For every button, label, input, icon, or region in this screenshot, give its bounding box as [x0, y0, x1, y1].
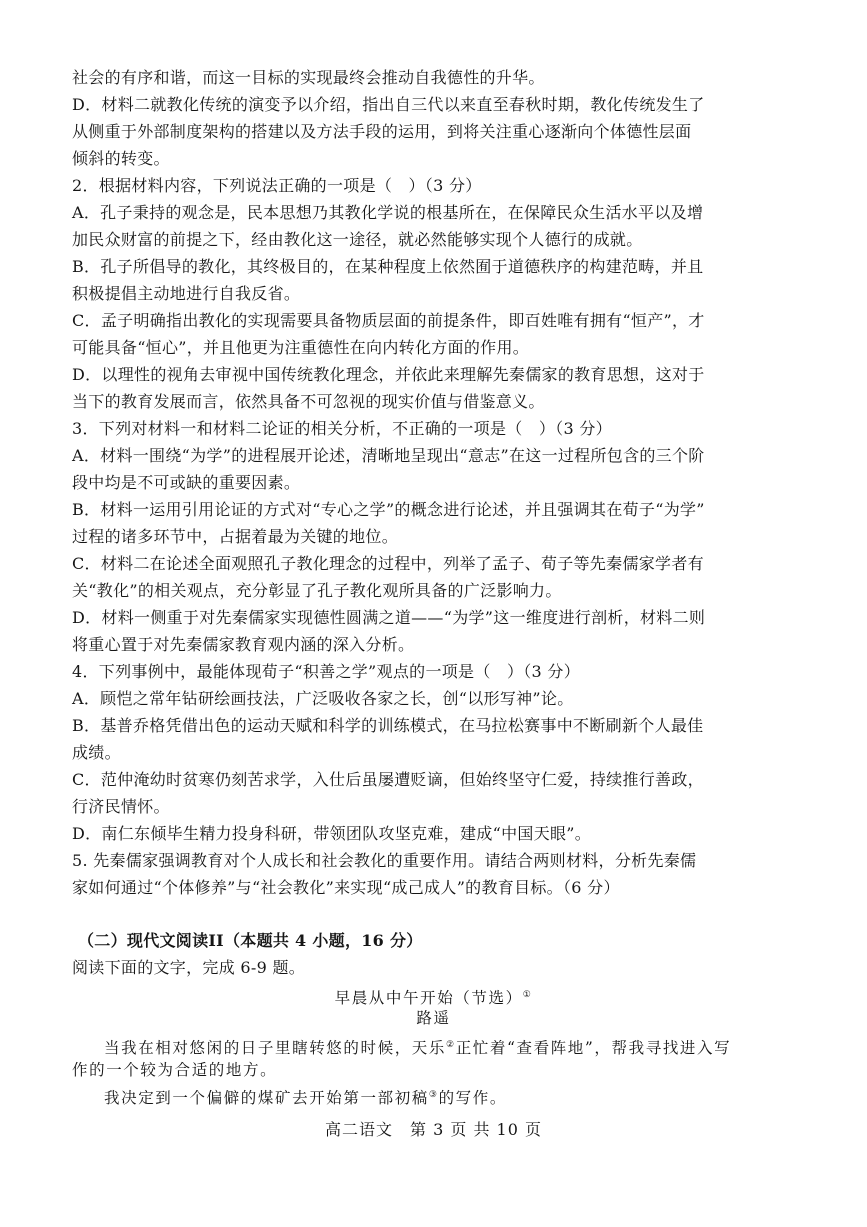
text-line-2: D．材料二就教化传统的演变予以介绍，指出自三代以来直至春秋时期，教化传统发生了	[72, 95, 705, 114]
text-line-17: B．材料一运用引用论证的方式对“专心之学”的概念进行论述，并且强调其在荀子“为学”	[72, 500, 705, 519]
footnote-marker-3: ③	[428, 1090, 439, 1100]
article-title-text: 早晨从中午开始（节选）	[334, 989, 523, 1008]
text-line-4: 倾斜的转变。	[72, 149, 170, 168]
text-line-6: A．孔子秉持的观念是，民本思想乃其教化学说的根基所在，在保障民众生活水平以及增	[72, 203, 704, 222]
text-line-27: C．范仲淹幼时贫寒仍刻苦求学，入仕后虽屡遭贬谪，但始终坚守仁爱，持续推行善政，	[72, 770, 704, 789]
paragraph-1-text-a: 当我在相对悠闲的日子里瞎转悠的时候，天乐	[104, 1039, 447, 1058]
text-line-24: A．顾恺之常年钻研绘画技法，广泛吸收各家之长，创“以形写神”论。	[72, 689, 574, 708]
text-line-29: D．南仁东倾毕生精力投身科研，带领团队攻坚克难，建成“中国天眼”。	[72, 824, 592, 843]
page-footer: 高二语文 第 3 页 共 10 页	[325, 1120, 542, 1139]
text-line-26: 成绩。	[72, 743, 121, 762]
text-line-12: D．以理性的视角去审视中国传统教化理念，并依此来理解先秦儒家的教育思想，这对于	[72, 365, 705, 384]
text-line-25: B．基普乔格凭借出色的运动天赋和科学的训练模式，在马拉松赛事中不断刷新个人最佳	[72, 716, 704, 735]
article-author: 路遥	[416, 1009, 451, 1027]
text-line-7: 加民众财富的前提之下，经由教化这一途径，就必然能够实现个人德行的成就。	[72, 230, 643, 249]
paragraph-2-text-a: 我决定到一个偏僻的煤矿去开始第一部初稿	[104, 1089, 429, 1108]
text-line-15: A．材料一围绕“为学”的进程展开论述，清晰地呈现出“意志”在这一过程所包含的三个阶	[72, 446, 705, 465]
text-line-21: D．材料一侧重于对先秦儒家实现德性圆满之道——“为学”这一维度进行剖析，材料二则	[72, 608, 706, 627]
question-4: 4．下列事例中，最能体现荀子“积善之学”观点的一项是（ ）（3 分）	[72, 662, 581, 681]
question-3: 3．下列对材料一和材料二论证的相关分析，不正确的一项是（ ）（3 分）	[72, 419, 612, 438]
text-line-1: 社会的有序和谐，而这一目标的实现最终会推动自我德性的升华。	[72, 68, 545, 87]
article-paragraph-2	[104, 1082, 771, 1111]
text-line-10: C．孟子明确指出教化的实现需要具备物质层面的前提条件，即百姓唯有拥有“恒产”，才	[72, 311, 705, 330]
question-5: 5. 先秦儒家强调教育对个人成长和社会教化的重要作用。请结合两则材料，分析先秦儒	[72, 851, 697, 870]
text-line-19: C．材料二在论述全面观照孔子教化理念的过程中，列举了孟子、荀子等先秦儒家学者有	[72, 554, 704, 573]
text-line-22: 将重心置于对先秦儒家教育观内涵的深入分析。	[72, 635, 415, 654]
text-line-28: 行济民情怀。	[72, 797, 170, 816]
text-line-16: 段中均是不可或缺的重要因素。	[72, 473, 301, 492]
footnote-marker-1: ①	[522, 990, 533, 1000]
text-line-8: B．孔子所倡导的教化，其终极目的，在某种程度上依然囿于道德秩序的构建范畴，并且	[72, 257, 704, 276]
text-line-3: 从侧重于外部制度架构的搭建以及方法手段的运用，到将关注重心逐渐向个体德性层面	[72, 122, 692, 141]
paragraph-1-text-b: 正忙着“查看阵地”，帮我寻找进入写	[455, 1039, 732, 1058]
footnote-marker-2: ②	[446, 1040, 456, 1050]
text-line-13: 当下的教育发展而言，依然具备不可忽视的现实价值与借鉴意义。	[72, 392, 545, 411]
paragraph-2-text-b: 的写作。	[438, 1089, 507, 1108]
text-line-18: 过程的诸多环节中，占据着最为关键的地位。	[72, 527, 399, 546]
text-line-9: 积极提倡主动地进行自我反省。	[72, 284, 301, 303]
question-2: 2．根据材料内容，下列说法正确的一项是（ ）（3 分）	[72, 176, 482, 195]
instruction: 阅读下面的文字，完成 6-9 题。	[72, 958, 306, 977]
article-paragraph-1-line-2: 作的一个较为合适的地方。	[72, 1061, 278, 1079]
section-heading: （二）现代文阅读II（本题共 4 小题，16 分）	[78, 931, 423, 950]
text-line-31: 家如何通过“个体修养”与“社会教化”来实现“成己成人”的教育目标。（6 分）	[72, 878, 620, 897]
text-line-11: 可能具备“恒心”，并且他更为注重德性在向内转化方面的作用。	[72, 338, 530, 357]
text-line-20: 关“教化”的相关观点，充分彰显了孔子教化观所具备的广泛影响力。	[72, 581, 562, 600]
